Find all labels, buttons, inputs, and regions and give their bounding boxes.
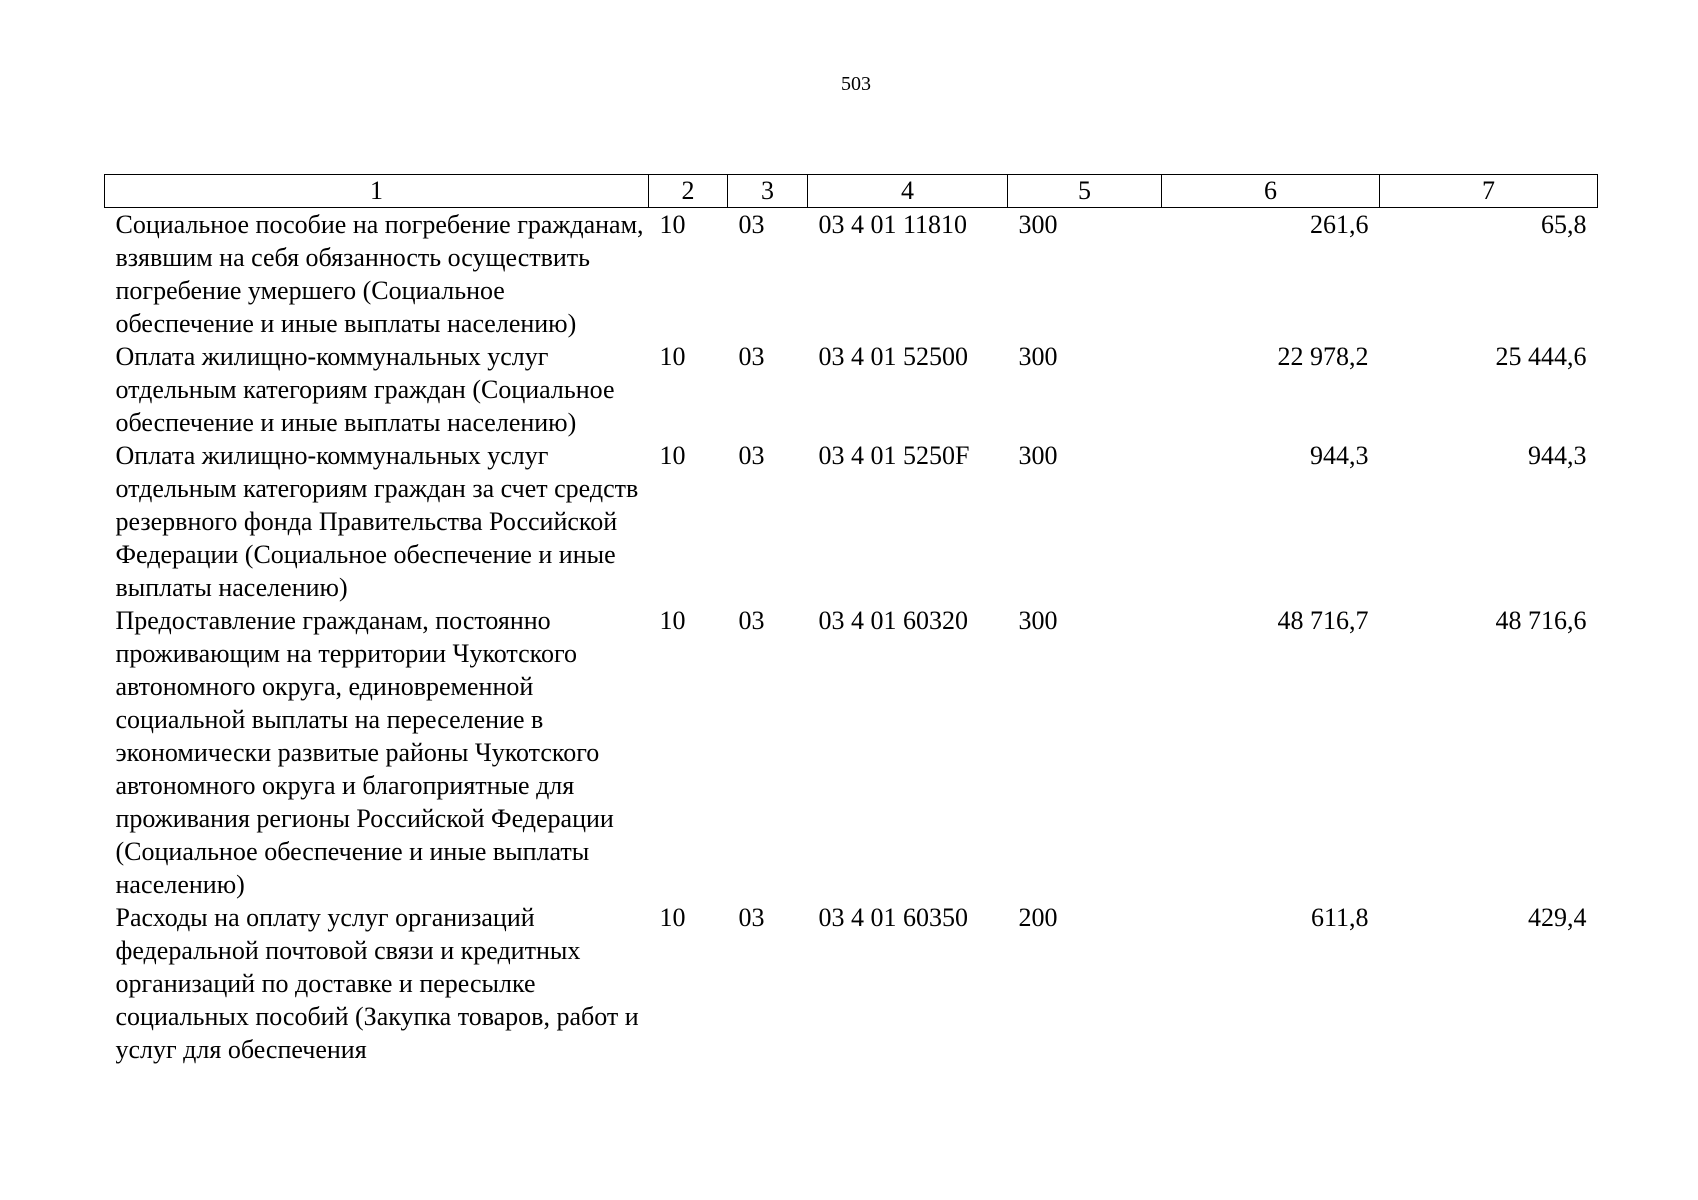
column-header-2: 2 bbox=[649, 175, 728, 208]
row-subsection: 03 bbox=[738, 342, 765, 371]
row-expense-type: 300 bbox=[1018, 210, 1058, 239]
table-row bbox=[105, 901, 1598, 1066]
header-row bbox=[105, 175, 1598, 208]
row-amount-2: 65,8 bbox=[1541, 210, 1587, 239]
row-description: Предоставление гражданам, постоянно проживающим на территории Чукотского автономного округа, единовременной социальной выплаты на переселение в экономически развитые районы Чукотского автономного округа и благоприятные для проживания регионы Российской Федерации (Социальное обеспечение и иные выплаты населению) bbox=[115, 606, 614, 899]
row-amount-1: 944,3 bbox=[1310, 441, 1369, 470]
row-target-article: 03 4 01 5250F bbox=[818, 441, 970, 470]
row-subsection: 03 bbox=[738, 903, 765, 932]
column-header-5: 5 bbox=[1008, 175, 1162, 208]
row-target-article: 03 4 01 60320 bbox=[818, 606, 968, 635]
row-description: Оплата жилищно-коммунальных услуг отдельным категориям граждан за счет средств резервного фонда Правительства Российской Федерации (Социальное обеспечение и иные выплаты населению) bbox=[115, 441, 639, 602]
row-expense-type: 200 bbox=[1018, 903, 1058, 932]
row-subsection: 03 bbox=[738, 210, 765, 239]
column-header-1: 1 bbox=[105, 175, 649, 208]
table-row bbox=[105, 208, 1598, 341]
row-section: 10 bbox=[659, 210, 686, 239]
column-header-6: 6 bbox=[1162, 175, 1380, 208]
page-number: 503 bbox=[841, 73, 871, 95]
row-expense-type: 300 bbox=[1018, 342, 1058, 371]
row-subsection: 03 bbox=[738, 441, 765, 470]
row-description: Социальное пособие на погребение гражданам, взявшим на себя обязанность осуществить погребение умершего (Социальное обеспечение и иные выплаты населению) bbox=[115, 210, 644, 338]
row-amount-2: 429,4 bbox=[1528, 903, 1587, 932]
column-header-7: 7 bbox=[1380, 175, 1598, 208]
row-amount-2: 25 444,6 bbox=[1495, 342, 1587, 371]
row-target-article: 03 4 01 60350 bbox=[818, 903, 968, 932]
row-amount-2: 944,3 bbox=[1528, 441, 1587, 470]
row-amount-1: 48 716,7 bbox=[1277, 606, 1369, 635]
column-header-4: 4 bbox=[808, 175, 1008, 208]
row-target-article: 03 4 01 11810 bbox=[818, 210, 968, 239]
row-amount-1: 261,6 bbox=[1310, 210, 1369, 239]
row-target-article: 03 4 01 52500 bbox=[818, 342, 968, 371]
budget-table bbox=[104, 174, 1598, 1066]
table-row bbox=[105, 439, 1598, 604]
row-section: 10 bbox=[659, 441, 686, 470]
row-amount-2: 48 716,6 bbox=[1495, 606, 1587, 635]
table-body bbox=[105, 208, 1598, 1067]
row-expense-type: 300 bbox=[1018, 606, 1058, 635]
row-expense-type: 300 bbox=[1018, 441, 1058, 470]
row-description: Расходы на оплату услуг организаций федеральной почтовой связи и кредитных организаций по доставке и пересылке социальных пособий (Закупка товаров, работ и услуг для обеспечения bbox=[115, 903, 639, 1064]
row-amount-1: 22 978,2 bbox=[1277, 342, 1369, 371]
row-section: 10 bbox=[659, 903, 686, 932]
row-amount-1: 611,8 bbox=[1310, 903, 1369, 932]
row-subsection: 03 bbox=[738, 606, 765, 635]
table-header bbox=[105, 175, 1598, 208]
column-header-3: 3 bbox=[728, 175, 808, 208]
table-row bbox=[105, 604, 1598, 901]
row-section: 10 bbox=[659, 606, 686, 635]
table-row bbox=[105, 340, 1598, 439]
row-section: 10 bbox=[659, 342, 686, 371]
row-description: Оплата жилищно-коммунальных услуг отдельным категориям граждан (Социальное обеспечение и иные выплаты населению) bbox=[115, 342, 615, 437]
